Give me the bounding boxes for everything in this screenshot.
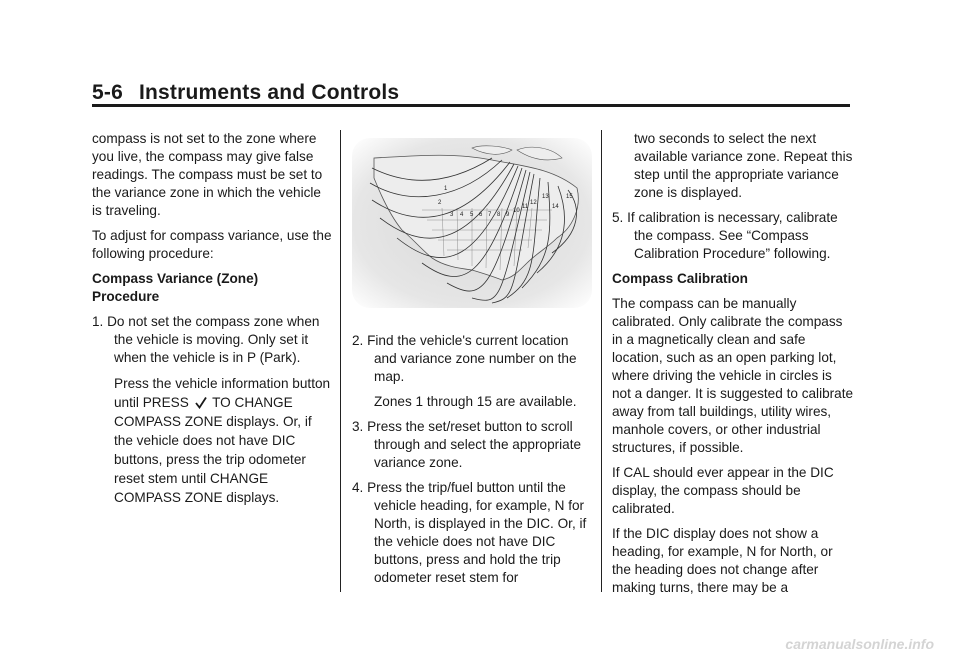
zone-label: 2 xyxy=(438,200,442,206)
list-item: 4. Press the trip/fuel button until the vehicle heading, for example, N for North, is displayed in the DIC. Or, if the vehicle does not have DIC buttons, press and hold the trip odometer reset stem for xyxy=(352,480,587,585)
zone-label: 10 xyxy=(513,208,520,214)
list-item-continuation xyxy=(92,374,332,507)
zone-label: 5 xyxy=(470,212,474,218)
zone-label: 12 xyxy=(530,200,537,206)
subheading-line: Procedure xyxy=(92,289,160,304)
list-item-continuation: Zones 1 through 15 are available. xyxy=(374,394,577,409)
zone-label: 13 xyxy=(542,194,549,200)
subheading: Compass Calibration xyxy=(612,271,748,286)
column-divider xyxy=(601,130,602,592)
header-rule xyxy=(92,104,850,107)
list-item-continuation: two seconds to select the next available variance zone. Repeat this step until the appropriate variance zone is displayed. xyxy=(634,131,853,200)
subheading xyxy=(92,270,332,306)
zone-label: 3 xyxy=(450,212,454,218)
zone-label: 9 xyxy=(506,212,510,218)
subheading-line: Compass Variance (Zone) xyxy=(92,271,259,286)
paragraph: To adjust for compass variance, use the following procedure: xyxy=(92,228,332,261)
paragraph: compass is not set to the zone where you live, the compass may give false readings. The compass must be set to the variance zone in which the vehicle is traveling. xyxy=(92,131,323,218)
zone-label: 6 xyxy=(479,212,483,218)
text-run: TO CHANGE COMPASS ZONE displays. Or, if the vehicle does not have DIC buttons, press the trip odometer reset stem until CHANGE COMPASS ZONE displays. xyxy=(114,395,312,505)
paragraph: The compass can be manually calibrated. Only calibrate the compass in a magnetically clean and safe location, such as an open parking lot, where driving the vehicle in circles is not a danger. It is suggested to calibrate away from tall buildings, utility wires, manhole covers, or other industrial structures, if possible. xyxy=(612,296,854,455)
list-item: 1. Do not set the compass zone when the vehicle is moving. Only set it when the vehicle is in P (Park). xyxy=(92,314,320,365)
zone-label: 14 xyxy=(552,204,559,210)
zone-label: 15 xyxy=(566,194,573,200)
section-number: 5-6 xyxy=(92,81,123,104)
paragraph: If the DIC display does not show a heading, for example, N for North, or the heading does not change after making turns, there may be a xyxy=(612,526,833,595)
zone-label: 8 xyxy=(497,212,501,218)
list-item: 5. If calibration is necessary, calibrate the compass. See “Compass Calibration Procedure” following. xyxy=(612,210,838,261)
list-item: 2. Find the vehicle's current location and variance zone number on the map. xyxy=(352,333,577,384)
text-run: Press the vehicle information button until PRESS xyxy=(114,376,331,410)
column-middle xyxy=(352,332,592,594)
list-item: 3. Press the set/reset button to scroll through and select the appropriate variance zone. xyxy=(352,419,582,470)
zone-label: 1 xyxy=(444,186,448,192)
zone-label: 7 xyxy=(488,212,492,218)
zone-label: 11 xyxy=(522,204,529,210)
column-divider xyxy=(340,130,341,592)
variance-zone-map xyxy=(352,138,592,308)
page-header xyxy=(92,80,850,106)
zone-label: 4 xyxy=(460,212,464,218)
paragraph: If CAL should ever appear in the DIC display, the compass should be calibrated. xyxy=(612,465,834,516)
section-title: Instruments and Controls xyxy=(138,81,400,104)
column-right xyxy=(612,130,854,604)
column-left xyxy=(92,130,332,514)
checkmark-icon xyxy=(195,396,207,409)
watermark: carmanualsonline.info xyxy=(785,636,934,652)
